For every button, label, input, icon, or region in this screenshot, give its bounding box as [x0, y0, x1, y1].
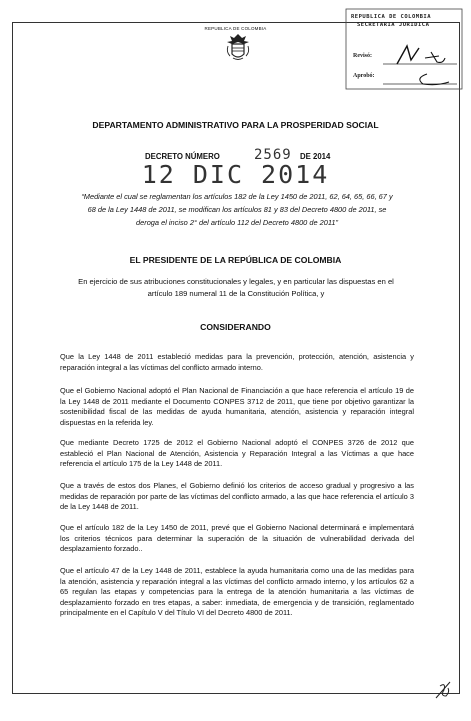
review-stamp — [345, 8, 463, 90]
decree-prefix: DECRETO NÚMERO — [145, 152, 220, 161]
decree-number: 2569 — [254, 147, 292, 163]
considerando-paragraph: Que la Ley 1448 de 2011 estableció medidas para la prevención, protección, atención, asistencia y reparación integral a las víctimas del conflicto armado interno. — [60, 352, 414, 372]
stamp-line-2: SECRETARIA JURIDICA — [357, 22, 430, 28]
considerando-paragraph: Que mediante Decreto 1725 de 2012 el Gobierno Nacional adoptó el CONPES 3726 de 2012 que estableció el Plan Nacional de Atención, Asistencia y Reparación Integral a las Víctimas a que hace referencia el artículo 175 de la Ley 1448 de 2011. — [60, 438, 414, 469]
date-stamp: 12 DIC 2014 — [141, 160, 330, 189]
decree-subject: “Mediante el cual se reglamentan los artículos 182 de la Ley 1450 de 2011, 62, 64, 65, 66, 67 y 68 de la Ley 1448 de 2011, se modifican los artículos 81 y 83 del Decreto 4800 de 2011, se deroga el inciso 2° del artículo 112 del Decreto 4800 de 2011” — [81, 192, 393, 227]
considerando-heading: CONSIDERANDO — [200, 322, 271, 332]
colombia-coat-of-arms-icon — [224, 32, 252, 62]
powers-text: En ejercicio de sus atribuciones constitucionales y legales, y en particular las dispuestas en el artículo 189 numeral 11 de la Constitución Política, y — [78, 277, 394, 298]
stamp-reviso-label: Revisó: — [353, 53, 372, 59]
considerando-paragraph: Que a través de estos dos Planes, el Gobierno definió los criterios de acceso gradual y progresivo a las medidas de reparación por parte de las víctimas del conflicto armado, a las que hace referencia el artículo 3 de la Ley 1448 de 2011. — [60, 481, 414, 512]
considerando-paragraph: Que el artículo 182 de la Ley 1450 de 2011, prevé que el Gobierno Nacional determinará e implementará los criterios técnicos para determinar la superación de la situación de vulnerabilidad derivada del desplazamiento forzado.. — [60, 523, 414, 554]
president-heading: EL PRESIDENTE DE LA REPÚBLICA DE COLOMBIA — [129, 255, 342, 265]
initials-mark-icon — [432, 678, 454, 702]
republic-label: REPUBLICA DE COLOMBIA — [204, 26, 267, 31]
decree-year: DE 2014 — [300, 152, 331, 161]
stamp-aprobo-label: Aprobó: — [353, 73, 375, 79]
considerando-paragraph: Que el Gobierno Nacional adoptó el Plan Nacional de Financiación a que hace referencia el artículo 19 de la Ley 1448 de 2011 mediante el Documento CONPES 3712 de 2011, que tiene por objetivo garantizar la sostenibilidad fiscal de las medidas de ayuda humanitaria, atención, asistencia y reparación integral dispuestas en la referida ley. — [60, 386, 414, 427]
considerando-paragraph: Que el artículo 47 de la Ley 1448 de 2011, establece la ayuda humanitaria como una de las medidas para la atención, asistencia y reparación integral a las víctimas del conflicto armado interno, y los artículos 62 a 65 regulan las etapas y competencias para la entrega de la atención humanitaria a las víctimas de desplazamiento forzado en tres etapas, a saber: inmediata, de emergencia y de transición, reglamentado principalmente en el Capítulo V del Título VI del Decreto 4800 de 2011. — [60, 566, 414, 618]
stamp-line-1: REPUBLICA DE COLOMBIA — [351, 14, 432, 20]
department-title: DEPARTAMENTO ADMINISTRATIVO PARA LA PROSPERIDAD SOCIAL — [92, 120, 379, 130]
